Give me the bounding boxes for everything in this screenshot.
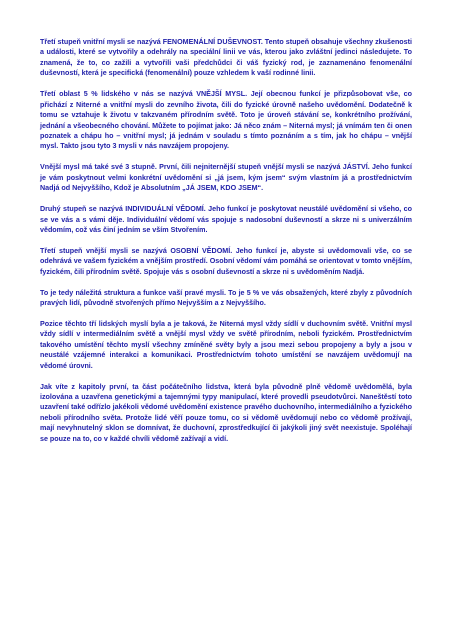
paragraph-osobni-vedomi: Třetí stupeň vnější mysli se nazývá OSOBNÍ VĚDOMÍ. Jeho funkcí je, abyste si uvědomovali vše, co se odehrává ve vašem fyzickém a vnějším prostředí. Osobní vědomí vám pomáhá se orientovat v tomto vnějším, fyzickém, čili přírodním světě. Spojuje vás s osobní duševností a skrze ni s uvědoměním Nadjá. <box>40 246 412 276</box>
paragraph-individualni-vedomi: Druhý stupeň se nazývá INDIVIDUÁLNÍ VĚDOMÍ. Jeho funkcí je poskytovat neustálé uvědomění si všeho, co se ve vás a s vámi děje. Individuální vědomí vás spojuje s nadosobní duševností a skrze ni s univerzálním vědomím, což vás činí jedním se vším Stvořením. <box>40 205 412 234</box>
paragraph-jastvi: Vnější mysl má také své 3 stupně. První, čili nejniternější stupeň vnější mysli se nazývá JÁSTVÍ. Jeho funkcí je vám poskytnout velmi konkrétní uvědomění si „já jsem, kým jsem“ svým vlastním já a prostřednictvím Nadjá od Nejvyššího, Kdož je Absolutním „JÁ JSEM, KDO JSEM“. <box>40 163 412 193</box>
paragraph-kapitola-prvni: Jak víte z kapitoly první, ta část počátečního lidstva, která byla původně plně vědomě uvědomělá, byla izolována a uzavřena genetickými a tajemnými typy manipulací, které provedli pseudotvůrci. Naneštěstí toto uzavření také odřízlo jakékoli vědomé uvědomění existence pravého duchovního, intermediálního a fyzického neboli přírodního světa. Protože lidé věří pouze tomu, co si vědomě uvědomují nebo co vědomě prožívají, mají nevyhnutelný sklon se domnívat, že duchovní, zprostředkující či jakýkoli jiný svět neexistuje. Spoléhají se pouze na to, co v každé chvíli vědomě zažívají a vidí. <box>40 382 412 443</box>
paragraph-fenomenalni-dusevnost: Třetí stupeň vnitřní mysli se nazývá FENOMENÁLNÍ DUŠEVNOST. Tento stupeň obsahuje všechny zkušenosti a události, které se vytvořily a odehrály na speciální linii ve vás, kterou jako zvláštní jedinci následujete. To znamená, že to, co zažili a vytvořili vaši předchůdci či váš fyzický rod, je zaznamenáno fenomenální duševností, která je specifická (fenomenální) pouze vzhledem k vaší rodinné linii. <box>40 38 412 78</box>
paragraph-struktura-mysli: To je tedy náležitá struktura a funkce vaší pravé mysli. To je 5 % ve vás obsažených, které zbyly z původních pravých lidí, původně stvořených přímo Nejvyšším a z Nejvyššího. <box>40 288 412 308</box>
paragraph-pozice-mysli: Pozice těchto tří lidských myslí byla a je taková, že Niterná mysl vždy sídlí v duchovním světě. Vnitřní mysl vždy sídlí v intermediálním světě a vnější mysl vždy ve světě přírodním, neboli fyzickém. Prostřednictvím takového umístění těchto myslí všechny zmíněné světy byly a jsou mezi sebou propojeny a byly a jsou v neustálé vzájemné interakci a komunikaci. Prostřednictvím tohoto umístění se navzájem uvědomují na vědomé úrovni. <box>40 319 412 370</box>
paragraph-vnejsi-mysl: Třetí oblast 5 % lidského v nás se nazývá VNĚJŠÍ MYSL. Její obecnou funkcí je přizpůsobovat vše, co přichází z Niterné a vnitřní mysli do zevního života, čili do fyzické úrovně našeho uvědomění. Dodatečně k tomu se vztahuje k životu v takzvaném přírodním světě. Toto je úroveň stávání se, konkrétního prožívání, jednání a všeobecného chování. Můžete to pojímat jako: Já něco znám – Niterná mysl; já vnímám ten či onen poznatek a chápu ho – vnitřní mysl; já jednám v souladu s tímto poznáním a s tím, jak ho chápu – vnější mysl. Takto jsou tyto 3 mysli v nás navzájem propojeny. <box>40 90 412 151</box>
